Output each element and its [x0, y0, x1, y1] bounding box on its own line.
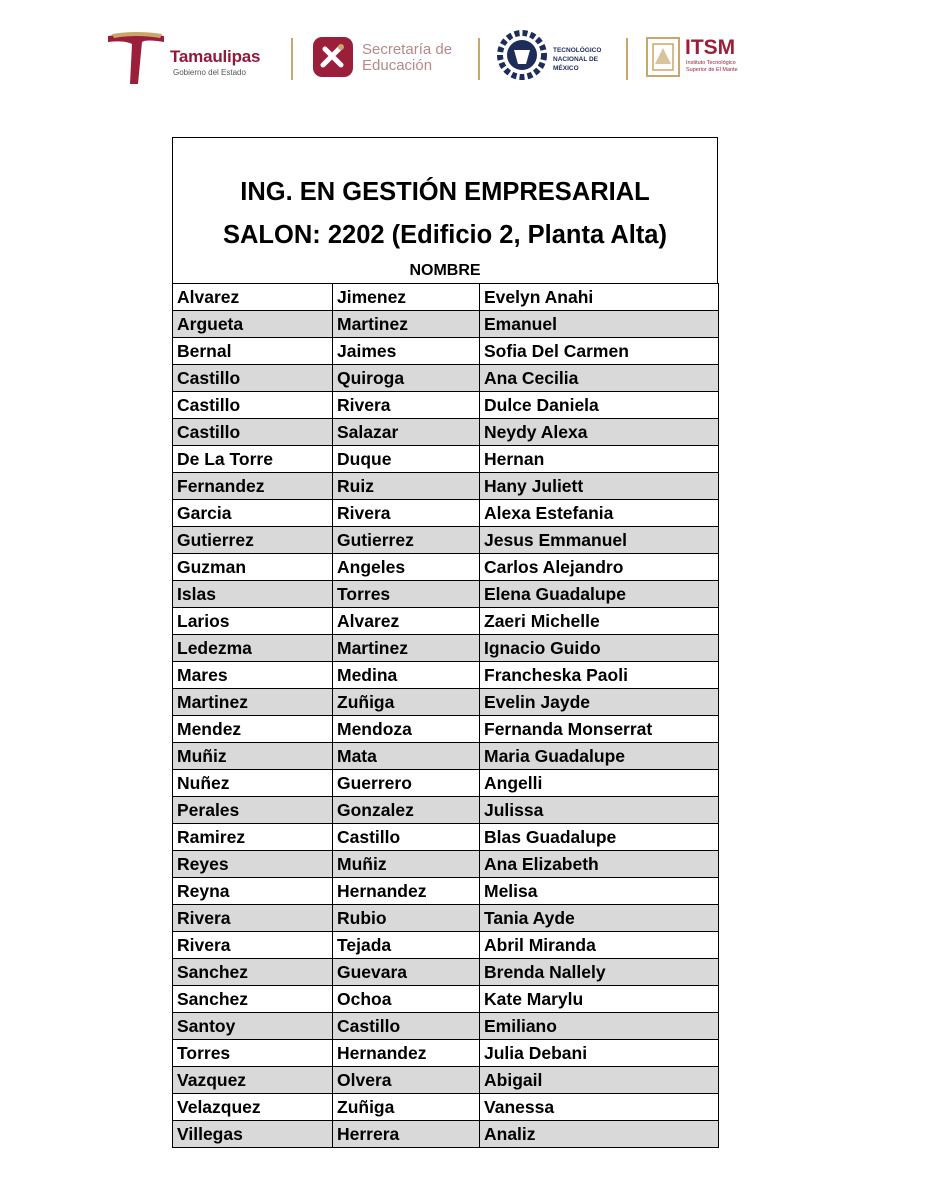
- table-row: [173, 851, 719, 878]
- given-name-cell: Ana Cecilia: [480, 365, 719, 392]
- student-table: [172, 283, 719, 1148]
- table-row: [173, 635, 719, 662]
- maternal-surname-cell: Zuñiga: [333, 1094, 480, 1121]
- paternal-surname-cell: Larios: [173, 608, 333, 635]
- maternal-surname-cell: Herrera: [333, 1121, 480, 1148]
- paternal-surname-cell: Reyes: [173, 851, 333, 878]
- maternal-surname-cell: Torres: [333, 581, 480, 608]
- maternal-surname-cell: Rivera: [333, 500, 480, 527]
- paternal-surname-cell: Argueta: [173, 311, 333, 338]
- table-row: [173, 770, 719, 797]
- given-name-cell: Analiz: [480, 1121, 719, 1148]
- given-name-cell: Julissa: [480, 797, 719, 824]
- maternal-surname-cell: Ochoa: [333, 986, 480, 1013]
- table-row: [173, 473, 719, 500]
- table-row: [173, 905, 719, 932]
- given-name-cell: Neydy Alexa: [480, 419, 719, 446]
- table-row: [173, 662, 719, 689]
- maternal-surname-cell: Medina: [333, 662, 480, 689]
- table-row: [173, 1040, 719, 1067]
- table-row: [173, 284, 719, 311]
- given-name-cell: Alexa Estefania: [480, 500, 719, 527]
- room-title: SALON: 2202 (Edificio 2, Planta Alta): [223, 221, 667, 249]
- header-logos: [0, 0, 927, 100]
- itsm-subtitle: Instituto Tecnológico Superior de El Mante: [686, 60, 738, 73]
- paternal-surname-cell: Alvarez: [173, 284, 333, 311]
- given-name-cell: Ignacio Guido: [480, 635, 719, 662]
- sep-label: Secretaría de Educación: [362, 41, 453, 74]
- paternal-surname-cell: Castillo: [173, 365, 333, 392]
- maternal-surname-cell: Mendoza: [333, 716, 480, 743]
- maternal-surname-cell: Salazar: [333, 419, 480, 446]
- table-row: [173, 1067, 719, 1094]
- table-row: [173, 446, 719, 473]
- maternal-surname-cell: Jaimes: [333, 338, 480, 365]
- paternal-surname-cell: Villegas: [173, 1121, 333, 1148]
- tamaulipas-emblem-icon: [106, 30, 166, 86]
- paternal-surname-cell: Garcia: [173, 500, 333, 527]
- maternal-surname-cell: Tejada: [333, 932, 480, 959]
- given-name-cell: Fernanda Monserrat: [480, 716, 719, 743]
- table-row: [173, 716, 719, 743]
- tamaulipas-subtitle: Gobierno del Estado: [173, 68, 246, 77]
- paternal-surname-cell: Mares: [173, 662, 333, 689]
- given-name-cell: Sofia Del Carmen: [480, 338, 719, 365]
- paternal-surname-cell: Santoy: [173, 1013, 333, 1040]
- given-name-cell: Francheska Paoli: [480, 662, 719, 689]
- maternal-surname-cell: Rivera: [333, 392, 480, 419]
- paternal-surname-cell: Reyna: [173, 878, 333, 905]
- itsm-logo: [645, 36, 755, 82]
- paternal-surname-cell: Ramirez: [173, 824, 333, 851]
- maternal-surname-cell: Muñiz: [333, 851, 480, 878]
- table-row: [173, 419, 719, 446]
- logo-divider: [626, 38, 628, 80]
- sep-logo: [312, 36, 472, 82]
- paternal-surname-cell: Martinez: [173, 689, 333, 716]
- table-row: [173, 608, 719, 635]
- given-name-cell: Hernan: [480, 446, 719, 473]
- given-name-cell: Maria Guadalupe: [480, 743, 719, 770]
- tamaulipas-logo: [106, 30, 276, 86]
- paternal-surname-cell: Rivera: [173, 932, 333, 959]
- table-row: [173, 824, 719, 851]
- maternal-surname-cell: Castillo: [333, 824, 480, 851]
- maternal-surname-cell: Duque: [333, 446, 480, 473]
- maternal-surname-cell: Jimenez: [333, 284, 480, 311]
- maternal-surname-cell: Olvera: [333, 1067, 480, 1094]
- given-name-cell: Julia Debani: [480, 1040, 719, 1067]
- table-row: [173, 878, 719, 905]
- maternal-surname-cell: Quiroga: [333, 365, 480, 392]
- given-name-cell: Zaeri Michelle: [480, 608, 719, 635]
- given-name-cell: Vanessa: [480, 1094, 719, 1121]
- itsm-shield-icon: [645, 36, 681, 78]
- maternal-surname-cell: Guevara: [333, 959, 480, 986]
- table-row: [173, 554, 719, 581]
- paternal-surname-cell: Perales: [173, 797, 333, 824]
- maternal-surname-cell: Gonzalez: [333, 797, 480, 824]
- table-row: [173, 1094, 719, 1121]
- maternal-surname-cell: Castillo: [333, 1013, 480, 1040]
- table-row: [173, 959, 719, 986]
- maternal-surname-cell: Hernandez: [333, 878, 480, 905]
- table-row: [173, 392, 719, 419]
- paternal-surname-cell: Bernal: [173, 338, 333, 365]
- given-name-cell: Jesus Emmanuel: [480, 527, 719, 554]
- maternal-surname-cell: Ruiz: [333, 473, 480, 500]
- maternal-surname-cell: Zuñiga: [333, 689, 480, 716]
- student-list-sheet: [172, 137, 718, 1148]
- tamaulipas-label: Tamaulipas: [170, 47, 261, 66]
- paternal-surname-cell: Sanchez: [173, 959, 333, 986]
- paternal-surname-cell: Ledezma: [173, 635, 333, 662]
- maternal-surname-cell: Gutierrez: [333, 527, 480, 554]
- given-name-cell: Emanuel: [480, 311, 719, 338]
- given-name-cell: Elena Guadalupe: [480, 581, 719, 608]
- given-name-cell: Brenda Nallely: [480, 959, 719, 986]
- paternal-surname-cell: Castillo: [173, 419, 333, 446]
- maternal-surname-cell: Hernandez: [333, 1040, 480, 1067]
- paternal-surname-cell: Rivera: [173, 905, 333, 932]
- maternal-surname-cell: Guerrero: [333, 770, 480, 797]
- table-row: [173, 743, 719, 770]
- paternal-surname-cell: Sanchez: [173, 986, 333, 1013]
- given-name-cell: Evelyn Anahi: [480, 284, 719, 311]
- table-row: [173, 797, 719, 824]
- tecnm-gear-icon: [496, 28, 548, 82]
- sep-emblem-icon: [312, 36, 354, 78]
- given-name-cell: Emiliano: [480, 1013, 719, 1040]
- given-name-cell: Hany Juliett: [480, 473, 719, 500]
- logo-divider: [291, 38, 293, 80]
- logo-divider: [478, 38, 480, 80]
- tecnm-label: TECNOLÓGICO NACIONAL DE MÉXICO: [553, 47, 602, 72]
- maternal-surname-cell: Rubio: [333, 905, 480, 932]
- given-name-cell: Evelin Jayde: [480, 689, 719, 716]
- column-header: NOMBRE: [409, 262, 481, 279]
- maternal-surname-cell: Mata: [333, 743, 480, 770]
- table-row: [173, 581, 719, 608]
- paternal-surname-cell: Torres: [173, 1040, 333, 1067]
- given-name-cell: Carlos Alejandro: [480, 554, 719, 581]
- table-row: [173, 500, 719, 527]
- given-name-cell: Angelli: [480, 770, 719, 797]
- paternal-surname-cell: Castillo: [173, 392, 333, 419]
- maternal-surname-cell: Alvarez: [333, 608, 480, 635]
- tecnm-logo: [496, 28, 616, 84]
- title-block: [172, 137, 718, 283]
- paternal-surname-cell: Velazquez: [173, 1094, 333, 1121]
- table-row: [173, 338, 719, 365]
- table-row: [173, 1013, 719, 1040]
- table-row: [173, 986, 719, 1013]
- given-name-cell: Melisa: [480, 878, 719, 905]
- itsm-label: ITSM: [685, 36, 736, 59]
- paternal-surname-cell: De La Torre: [173, 446, 333, 473]
- table-row: [173, 1121, 719, 1148]
- student-rows: [173, 284, 719, 1148]
- program-title: ING. EN GESTIÓN EMPRESARIAL: [240, 178, 650, 206]
- paternal-surname-cell: Vazquez: [173, 1067, 333, 1094]
- paternal-surname-cell: Mendez: [173, 716, 333, 743]
- given-name-cell: Dulce Daniela: [480, 392, 719, 419]
- given-name-cell: Tania Ayde: [480, 905, 719, 932]
- maternal-surname-cell: Angeles: [333, 554, 480, 581]
- given-name-cell: Abril Miranda: [480, 932, 719, 959]
- table-row: [173, 311, 719, 338]
- paternal-surname-cell: Muñiz: [173, 743, 333, 770]
- given-name-cell: Kate Marylu: [480, 986, 719, 1013]
- given-name-cell: Abigail: [480, 1067, 719, 1094]
- table-row: [173, 932, 719, 959]
- paternal-surname-cell: Fernandez: [173, 473, 333, 500]
- table-row: [173, 689, 719, 716]
- paternal-surname-cell: Gutierrez: [173, 527, 333, 554]
- maternal-surname-cell: Martinez: [333, 311, 480, 338]
- table-row: [173, 527, 719, 554]
- paternal-surname-cell: Nuñez: [173, 770, 333, 797]
- paternal-surname-cell: Guzman: [173, 554, 333, 581]
- maternal-surname-cell: Martinez: [333, 635, 480, 662]
- given-name-cell: Ana Elizabeth: [480, 851, 719, 878]
- table-row: [173, 365, 719, 392]
- given-name-cell: Blas Guadalupe: [480, 824, 719, 851]
- paternal-surname-cell: Islas: [173, 581, 333, 608]
